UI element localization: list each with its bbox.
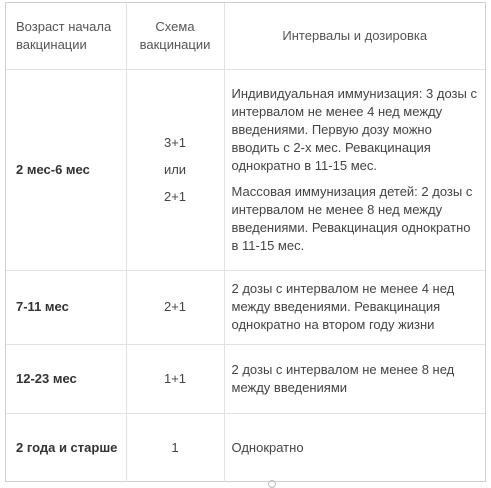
description-cell xyxy=(224,69,485,270)
scheme-cell xyxy=(126,69,224,270)
description-cell: 2 дозы с интервалом не менее 4 нед между введениями. Ревакцинация однократно на втором году жизни xyxy=(224,270,485,344)
scheme-or: или xyxy=(163,161,187,177)
table-row xyxy=(6,69,485,270)
description-paragraph: Массовая иммунизация детей: 2 дозы с интервалом не менее 8 нед между введениями. Ревакцинация однократно в 11-15 мес. xyxy=(231,183,473,253)
age-cell: 2 мес-6 мес xyxy=(6,69,126,270)
scroll-indicator-dot xyxy=(268,480,276,488)
description-paragraph: Индивидуальная иммунизация: 3 дозы с интервалом не менее 4 нед между введениями. Первую дозу можно вводить с 2-х мес. Ревакцинация однократно в 11-15 мес. xyxy=(231,85,477,173)
description-cell: 2 дозы с интервалом не менее 8 нед между введениями xyxy=(224,344,485,413)
header-scheme: Схема вакцинации xyxy=(126,3,224,69)
table-header-row xyxy=(6,3,485,69)
table-row xyxy=(6,344,485,413)
header-age: Возраст начала вакцинации xyxy=(6,3,126,69)
scheme-cell: 1 xyxy=(126,413,224,482)
header-intervals: Интервалы и дозировка xyxy=(224,3,485,69)
scheme-cell: 1+1 xyxy=(126,344,224,413)
age-cell: 2 года и старше xyxy=(6,413,126,482)
vaccination-schedule-table xyxy=(6,3,485,482)
table-row xyxy=(6,270,485,344)
scheme-value: 2+1 xyxy=(163,188,187,204)
vaccination-schedule-table-container xyxy=(5,2,486,482)
description-cell: Однократно xyxy=(231,439,304,455)
age-cell: 12-23 мес xyxy=(6,344,126,413)
scheme-value: 3+1 xyxy=(163,134,187,150)
table-row xyxy=(6,413,485,482)
scheme-cell: 2+1 xyxy=(126,270,224,344)
age-cell: 7-11 мес xyxy=(6,270,126,344)
